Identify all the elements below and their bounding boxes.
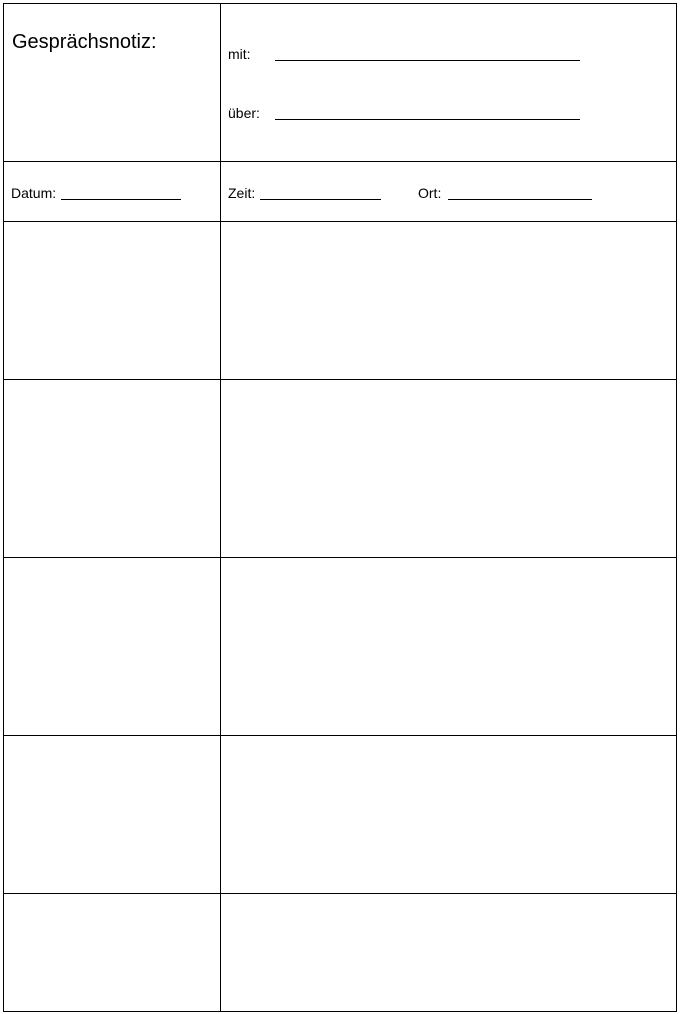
note-content-cell-2[interactable]	[221, 380, 676, 557]
row-divider-header	[4, 161, 676, 162]
note-content-cell-4[interactable]	[221, 736, 676, 893]
with-field[interactable]	[275, 60, 580, 61]
conversation-note-form	[3, 3, 677, 1012]
time-field[interactable]	[260, 199, 381, 200]
about-field[interactable]	[275, 119, 580, 120]
note-topic-cell-4[interactable]	[4, 736, 220, 893]
note-topic-cell-1[interactable]	[4, 222, 220, 379]
date-label: Datum:	[11, 185, 57, 201]
note-topic-cell-5[interactable]	[4, 894, 220, 1011]
note-content-cell-1[interactable]	[221, 222, 676, 379]
note-content-cell-5[interactable]	[221, 894, 676, 1011]
with-label: mit:	[228, 46, 251, 62]
place-label: Ort:	[418, 185, 442, 201]
time-label: Zeit:	[228, 185, 256, 201]
note-content-cell-3[interactable]	[221, 558, 676, 735]
form-title: Gesprächsnotiz:	[12, 31, 157, 53]
note-topic-cell-3[interactable]	[4, 558, 220, 735]
about-label: über:	[228, 105, 260, 121]
place-field[interactable]	[448, 199, 592, 200]
date-field[interactable]	[61, 199, 181, 200]
note-topic-cell-2[interactable]	[4, 380, 220, 557]
